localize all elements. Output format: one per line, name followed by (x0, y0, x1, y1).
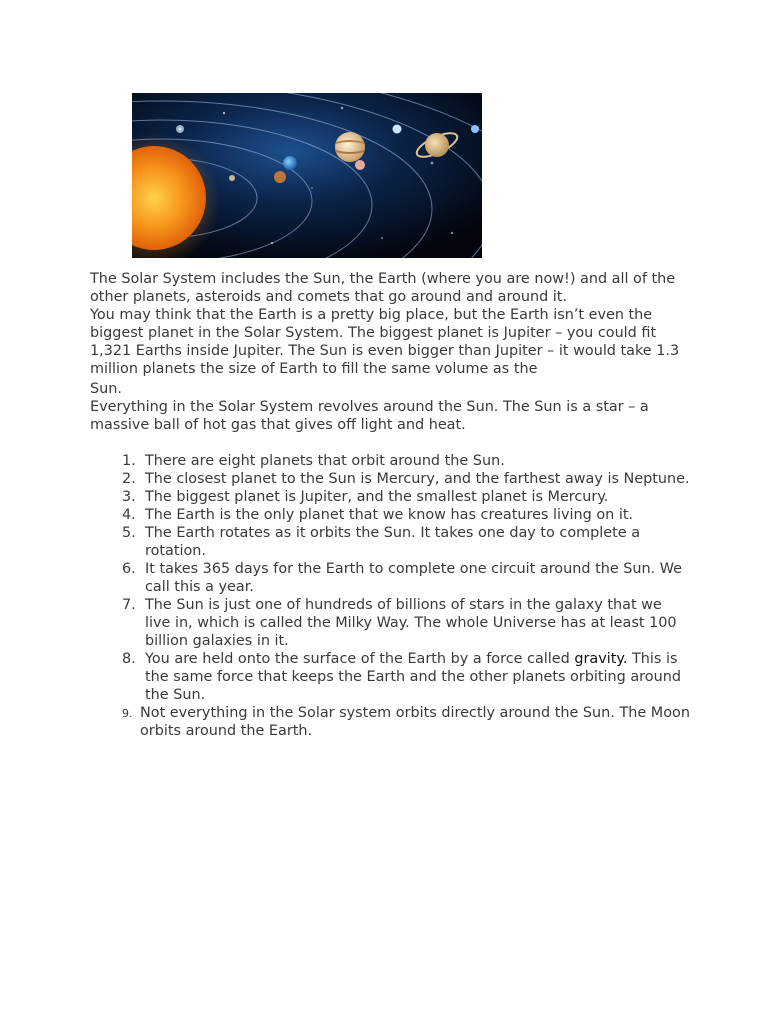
list-text: The Earth rotates as it orbits the Sun. It takes one day to complete a rotation. (145, 525, 641, 559)
size-paragraph (90, 306, 690, 398)
list-text-before: You are held onto the surface of the Earth by a force called (145, 651, 575, 667)
list-number: 2. (122, 471, 136, 487)
list-text: Not everything in the Solar system orbits directly around the Sun. The Moon orbits around the Earth. (140, 705, 690, 739)
list-text: There are eight planets that orbit around the Sun. (145, 453, 505, 469)
list-text: The biggest planet is Jupiter, and the smallest planet is Mercury. (145, 489, 609, 505)
list-item (90, 524, 690, 560)
list-number: 5. (122, 525, 136, 541)
article-body (90, 270, 690, 740)
list-item (90, 596, 690, 650)
revolves-paragraph: Everything in the Solar System revolves around the Sun. The Sun is a star – a massive ball of hot gas that gives off light and heat. (90, 399, 649, 433)
list-item (90, 560, 690, 596)
size-paragraph-end: Sun. (90, 381, 122, 397)
list-text: The closest planet to the Sun is Mercury, and the farthest away is Neptune. (145, 471, 690, 487)
facts-list (90, 452, 690, 740)
list-number: 7. (122, 597, 136, 613)
gravity-term: gravity. (574, 651, 628, 667)
list-number: 9. (122, 707, 133, 720)
list-text: The Earth is the only planet that we know has creatures living on it. (145, 507, 634, 523)
list-item (90, 650, 690, 704)
solar-system-image (132, 93, 482, 258)
list-number: 4. (122, 507, 136, 523)
list-item (90, 452, 690, 470)
list-text: It takes 365 days for the Earth to complete one circuit around the Sun. We call this a year. (145, 561, 683, 595)
list-item (90, 506, 690, 524)
list-number: 6. (122, 561, 136, 577)
list-text: The Sun is just one of hundreds of billions of stars in the galaxy that we live in, which is called the Milky Way. The whole Universe has at least 100 billion galaxies in it. (145, 597, 677, 649)
intro-paragraph: The Solar System includes the Sun, the Earth (where you are now!) and all of the other planets, asteroids and comets that go around and around it. (90, 271, 676, 305)
list-item (90, 488, 690, 506)
list-number: 1. (122, 453, 136, 469)
list-item (90, 470, 690, 488)
list-number: 8. (122, 651, 136, 667)
list-item (90, 704, 690, 740)
size-paragraph-text: You may think that the Earth is a pretty big place, but the Earth isn’t even the biggest planet in the Solar System. The biggest planet is Jupiter – you could fit 1,321 Earths inside Jupiter. The Sun is even bigger than Jupiter – it would take 1.3 million planets the size of Earth to fill the same volume as the (90, 307, 680, 377)
list-text-after: This is the same force that keeps the Earth and the other planets orbiting around the Sun. (145, 651, 681, 703)
list-number: 3. (122, 489, 136, 505)
solar-system-illustration (132, 93, 482, 258)
